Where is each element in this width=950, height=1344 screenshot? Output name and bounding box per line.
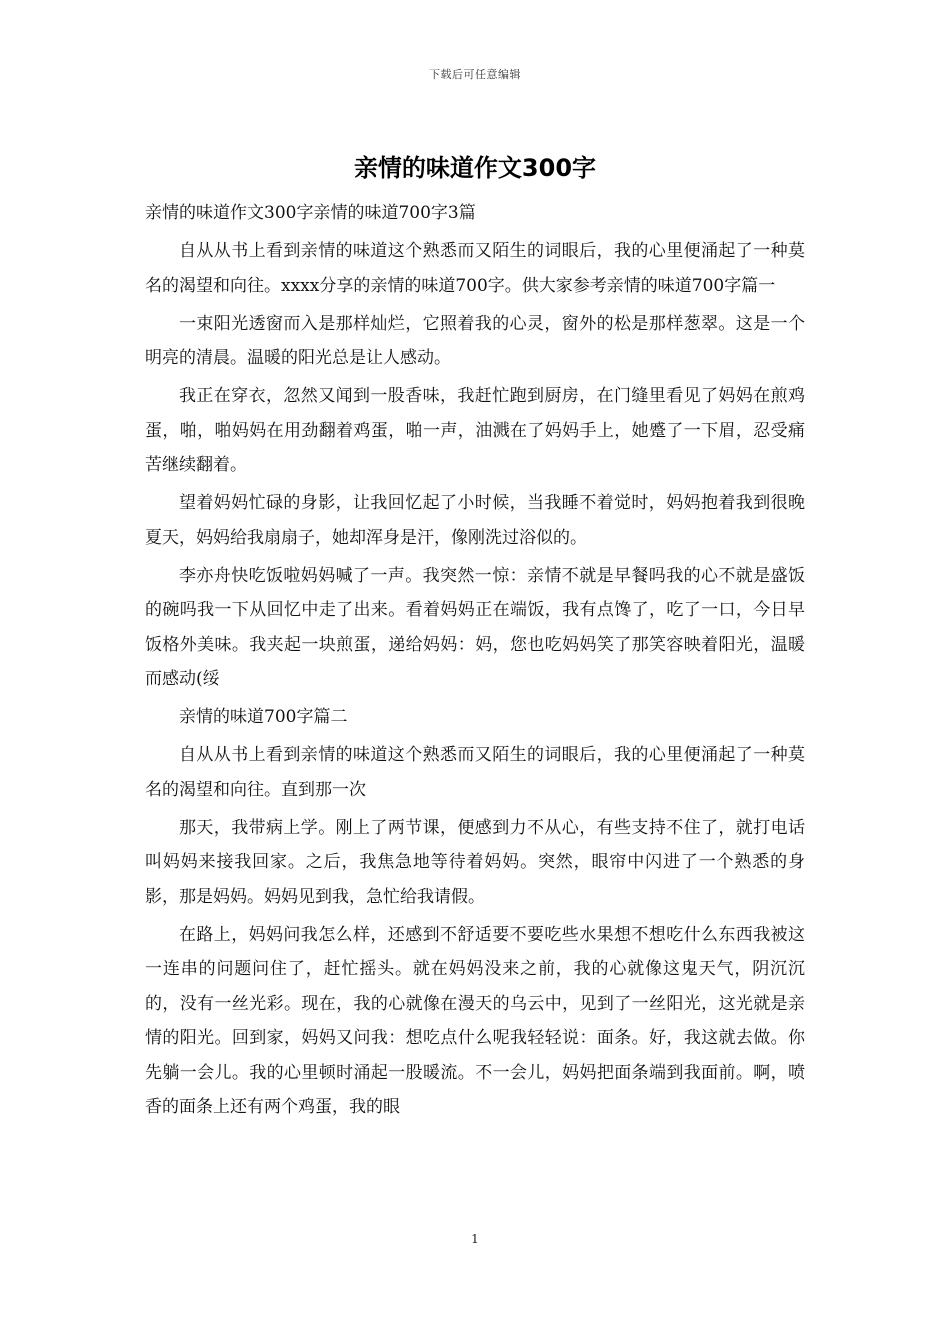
paragraph: 我正在穿衣，忽然又闻到一股香味，我赶忙跑到厨房，在门缝里看见了妈妈在煎鸡蛋，啪，啪妈妈在用劲翻着鸡蛋，啪一声，油溅在了妈妈手上，她蹙了一下眉，忍受痛苦继续翻着。 bbox=[145, 386, 805, 475]
section-heading: 亲情的味道700字篇二 bbox=[179, 707, 348, 727]
paragraph: 自从从书上看到亲情的味道这个熟悉而又陌生的词眼后，我的心里便涌起了一种莫名的渴望和向往。直到那一次 bbox=[145, 745, 805, 800]
paragraph: 李亦舟快吃饭啦妈妈喊了一声。我突然一惊：亲情不就是早餐吗我的心不就是盛饭的碗吗我一下从回忆中走了出来。看着妈妈正在端饭，我有点馋了，吃了一口，今日早饭格外美味。我夹起一块煎蛋，递给妈妈：妈，您也吃妈妈笑了那笑容映着阳光，温暖而感动(绥 bbox=[145, 565, 805, 689]
page-number: 1 bbox=[471, 1232, 479, 1246]
paragraph: 那天，我带病上学。刚上了两节课，便感到力不从心，有些支持不住了，就打电话叫妈妈来接我回家。之后，我焦急地等待着妈妈。突然，眼帘中闪进了一个熟悉的身影，那是妈妈。妈妈见到我，急忙给我请假。 bbox=[145, 817, 805, 907]
header-note: 下载后可任意编辑 bbox=[429, 68, 521, 81]
paragraph: 自从从书上看到亲情的味道这个熟悉而又陌生的词眼后，我的心里便涌起了一种莫名的渴望和向往。xxxx分享的亲情的味道700字。供大家参考亲情的味道700字篇一 bbox=[145, 241, 805, 296]
document-title: 亲情的味道作文300字 bbox=[353, 154, 597, 182]
document-body bbox=[145, 196, 805, 1128]
paragraph: 在路上，妈妈问我怎么样，还感到不舒适要不要吃些水果想不想吃什么东西我被这一连串的问题问住了，赶忙摇头。就在妈妈没来之前，我的心就像这鬼天气，阴沉沉的，没有一丝光彩。现在，我的心就像在漫天的乌云中，见到了一丝阳光，这光就是亲情的阳光。回到家，妈妈又问我：想吃点什么呢我轻轻说：面条。好，我这就去做。你先躺一会儿。我的心里顿时涌起一股暖流。不一会儿，妈妈把面条端到我面前。啊，喷香的面条上还有两个鸡蛋，我的眼 bbox=[145, 924, 805, 1117]
paragraph: 一束阳光透窗而入是那样灿烂，它照着我的心灵，窗外的松是那样葱翠。这是一个明亮的清晨。温暖的阳光总是让人感动。 bbox=[145, 313, 805, 368]
document-subtitle: 亲情的味道作文300字亲情的味道700字3篇 bbox=[145, 203, 476, 223]
paragraph: 望着妈妈忙碌的身影，让我回忆起了小时候，当我睡不着觉时，妈妈抱着我到很晚夏天，妈妈给我扇扇子，她却浑身是汗，像刚洗过浴似的。 bbox=[145, 493, 805, 548]
